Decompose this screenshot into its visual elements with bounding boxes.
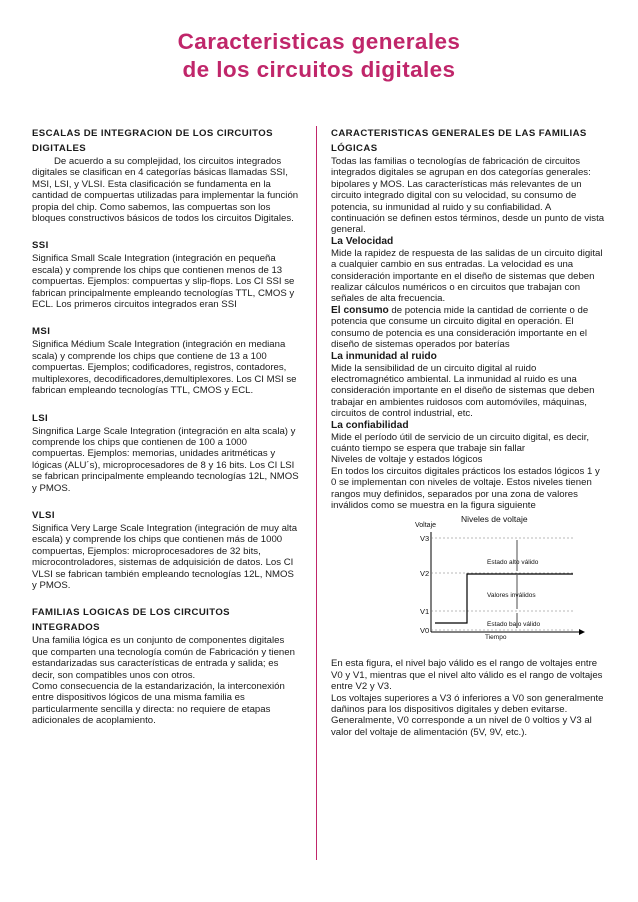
left-column xyxy=(32,126,300,727)
closing-text-1: En esta figura, el nivel bajo válido es el rango de voltajes entre V0 y V1, mientras que el nivel alto válido es el rango de voltajes entre V2 y V3. xyxy=(331,658,603,693)
confiabilidad-text-3: En todos los circuitos digitales prácticos los estados lógicos 1 y 0 se implementan con niveles de voltaje. Estos niveles tienen rangos muy definidos, separados por una zona de valores inválidos como se muestra en la figura siguiente xyxy=(331,465,600,511)
right-column xyxy=(331,126,607,738)
v1-label: V1 xyxy=(420,607,430,617)
v3-label: V3 xyxy=(420,534,430,544)
vlsi-text: Significa Very Large Scale Integration (integración de muy alta escala) y comprende los chips que contienen más de 1000 compuertas, Ejemplos: microprocesadores de 32 bits, microcontroladores, sistemas de adquisición de datos. Los CI VLSI se fabrican también empleando tecnologías 12L, NMOS y PMOS. xyxy=(32,522,298,591)
consumo-heading: El consumo xyxy=(331,304,389,316)
voltage-levels-diagram xyxy=(331,512,607,650)
familias-text-1: Una familia lógica es un conjunto de componentes digitales que comparten una tecnología común de Fabricación y tienen estandarizadas sus características de entrada y salida; es decir, son compatibles unos con otros. xyxy=(32,635,295,681)
high-state-label: Estado alto válido xyxy=(487,559,539,567)
confiabilidad-heading: La confiabilidad xyxy=(331,419,409,431)
caracteristicas-intro: Todas las familias o tecnologías de fabricación de circuitos integrados digitales se agrupan en dos categorías generales: bipolares y MOS. Las características más relevantes de un circuito integrado digital con su velocidad, su consumo de potencia, su inmunidad al ruido y su confiabilidad. A continuación se definen estos términos, desde un punto de vista general. xyxy=(331,156,605,236)
page-title-line-2: de los circuitos digitales xyxy=(182,57,456,82)
page-title-line-1: Caracteristicas generales xyxy=(177,29,461,54)
ssi-text: Significa Small Scale Integration (integración en pequeña escala) y comprende los chips que contienen menos de 13 compuertas. Ejemplos: compuertas y slip-flops. Los CI SSI se fabrican principalmente empleando tecnologías TTL, CMOS y ECL. Los primeros circuitos integrados eran SSI xyxy=(32,253,295,311)
low-state-label: Estado bajo válido xyxy=(487,621,541,629)
x-axis-label: Tiempo xyxy=(485,634,507,642)
v0-label: V0 xyxy=(420,626,430,636)
msi-text: Significa Médium Scale Integration (integración en mediana scala) y comprende los chips que contiene de 13 a 100 compuertas. Ejemplos; codificadores, registros, contadores, multiplexores, decodificadores,demultiplexores. Los CI MSI se fabrican empleando tecnologías TTL, CMOS y ECL. xyxy=(32,339,297,397)
confiabilidad-text-1: Mide el período útil de servicio de un circuito digital, es decir, cuánto tiempo se espera que trabaje sin fallar xyxy=(331,431,590,454)
column-divider xyxy=(316,126,317,860)
niveles-subtitle: Niveles de voltaje y estados lógicos xyxy=(331,454,483,466)
escalas-heading: ESCALAS DE INTEGRACION DE LOS CIRCUITOS DIGITALES xyxy=(32,128,273,154)
vlsi-heading: VLSI xyxy=(32,509,55,521)
inmunidad-heading: La inmunidad al ruido xyxy=(331,350,437,362)
x-axis-arrow xyxy=(579,629,585,635)
velocidad-heading: La Velocidad xyxy=(331,235,394,247)
consumo-text: de potencia mide la cantidad de corriente o de potencia que consume un circuito digital en operación. El consumo de potencia es una consideración importante en el diseño de sistemas operados por baterías xyxy=(331,304,589,351)
inmunidad-text: Mide la sensibilidad de un circuito digital al ruido electromagnético ambiental. La inmunidad al ruido es una consideración importante en el diseño de sistemas que deben trabajar en ambientes ruidosos com automóviles, máquinas, circuitos de control industrial, etc. xyxy=(331,362,595,420)
escalas-text: De acuerdo a su complejidad, los circuitos integrados digitales se clasifican en 4 categorías básicas llamadas SSI, MSI, LSI, y VLSI. Esta clasificación se fundamenta en la cantidad de compuertas utilizadas para implementar la función propia del chip. Como sabemos, las compuertas son los bloques constructivos básicos de todos los circuitos Digitales. xyxy=(32,156,299,225)
caracteristicas-heading: CARACTERISTICAS GENERALES DE LAS FAMILIAS LÓGICAS xyxy=(331,128,587,154)
y-axis-label: Voltaje xyxy=(415,522,437,530)
velocidad-text: Mide la rapidez de respuesta de las salidas de un circuito digital a cualquier cambio en sus entradas. La velocidad es una consideración importante en el diseño de sistemas que deben realizar cálculos numéricos o en circuitos que trabajan con señales de alta frecuencia. xyxy=(331,247,603,305)
msi-heading: MSI xyxy=(32,326,51,338)
consumo-paragraph xyxy=(331,305,607,351)
familias-text-2: Como consecuencia de la estandarización, la interconexión entre dispositivos lógicos de una misma familia es particularmente sencilla y directa: no requiere de etapas adicionales de acoplamiento. xyxy=(32,681,285,727)
ssi-heading: SSI xyxy=(32,240,49,252)
invalid-values-label: Valores inválidos xyxy=(487,592,536,600)
lsi-text: Singnifica Large Scale Integration (integración en alta scala) y comprende los chips que contienen de 100 a 1000 compuertas. Ejemplos: memorias, unidades aritméticas y lógicas (ALU´s), microprocesadores de 8 y 16 bits. Los CI LSI se fabrican principalmente empleando tecnologías 12L, NMOS y PMOS. xyxy=(32,425,299,494)
v2-label: V2 xyxy=(420,569,430,579)
page-title xyxy=(0,28,638,84)
figure-title: Niveles de voltaje xyxy=(461,514,528,525)
closing-text-2: Los voltajes superiores a V3 ó inferiores a V0 son generalmente dañinos para los dispositivos digitales y deben evitarse. Generalmente, V0 corresponde a un nivel de 0 voltios y V3 al valor del voltaje de alimentación (5V, 9V, etc.). xyxy=(331,692,604,738)
lsi-heading: LSI xyxy=(32,412,49,424)
familias-heading: FAMILIAS LOGICAS DE LOS CIRCUITOS INTEGRADOS xyxy=(32,607,230,634)
voltage-levels-figure xyxy=(331,512,607,650)
